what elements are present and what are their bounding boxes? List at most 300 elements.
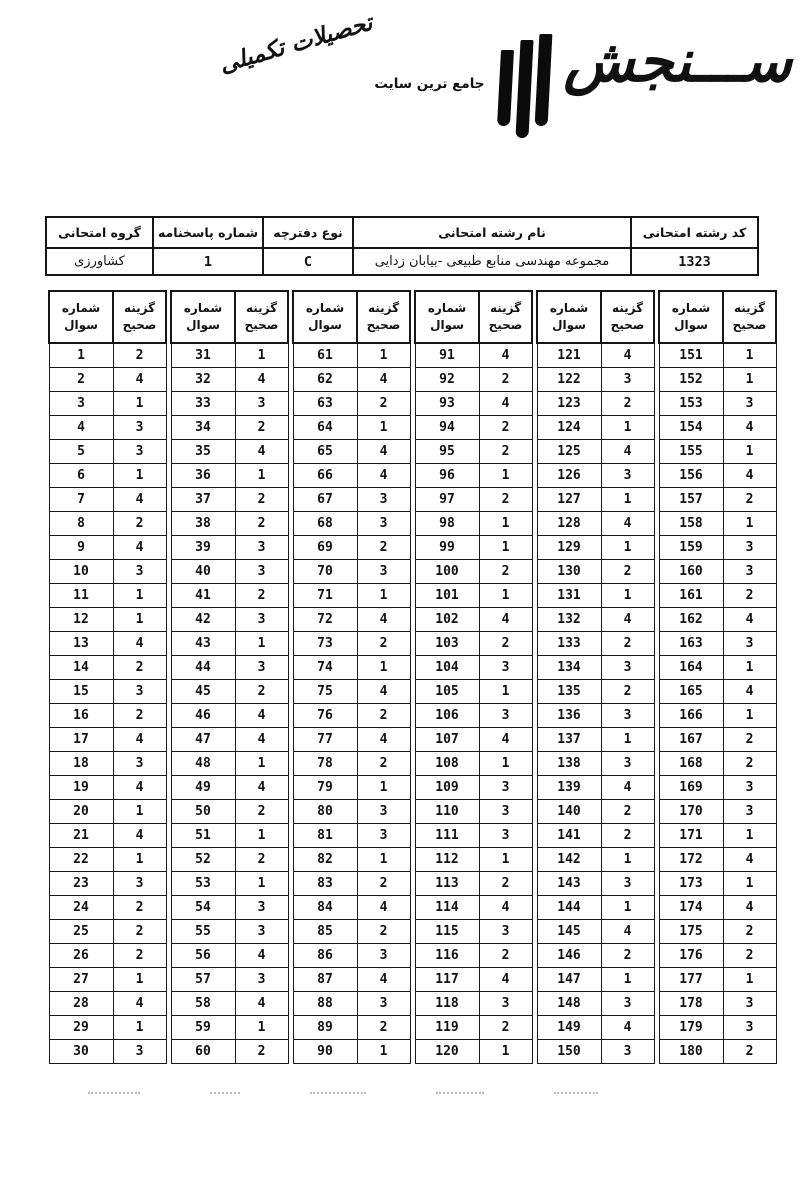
correct-option: 3 [601,992,654,1016]
question-number: 26 [49,944,113,968]
answer-row [293,632,410,656]
question-number: 111 [415,824,479,848]
question-number: 24 [49,896,113,920]
answer-row [659,560,776,584]
answer-row [171,1016,288,1040]
correct-option: 3 [479,992,532,1016]
question-number: 175 [659,920,723,944]
question-number: 51 [171,824,235,848]
question-number: 17 [49,728,113,752]
correct-option: 4 [723,416,776,440]
correct-option: 4 [113,824,166,848]
question-number: 68 [293,512,357,536]
correct-option: 3 [235,656,288,680]
answer-row [659,584,776,608]
answer-row [293,896,410,920]
question-number: 35 [171,440,235,464]
correct-option: 1 [357,1040,410,1064]
logo-brand: ســـنجش [563,27,792,95]
answer-row [49,584,166,608]
answer-row [49,440,166,464]
answer-block-31-60 [170,290,289,1064]
answer-row [293,440,410,464]
question-number: 138 [537,752,601,776]
answer-row [293,656,410,680]
answer-row [659,968,776,992]
answer-row [49,1040,166,1064]
question-number: 75 [293,680,357,704]
answer-row [293,752,410,776]
correct-option: 1 [723,968,776,992]
answer-row [49,872,166,896]
question-number: 114 [415,896,479,920]
question-number: 169 [659,776,723,800]
question-number: 161 [659,584,723,608]
correct-option: 2 [357,920,410,944]
answer-row [293,1040,410,1064]
answer-row [537,343,654,368]
question-number: 125 [537,440,601,464]
correct-option: 4 [479,968,532,992]
question-number: 105 [415,680,479,704]
correct-option: 1 [479,536,532,560]
correct-option: 2 [479,368,532,392]
info-value-field_name: مجموعه مهندسی منابع طبیعی -بیابان زدایی [353,248,631,275]
answer-row [415,608,532,632]
correct-option: 1 [479,1040,532,1064]
question-number: 164 [659,656,723,680]
answer-row [415,728,532,752]
correct-option: 4 [235,776,288,800]
correct-option: 1 [601,536,654,560]
info-value-field_code: 1323 [631,248,758,275]
correct-option: 3 [601,872,654,896]
question-number: 95 [415,440,479,464]
question-number: 38 [171,512,235,536]
correct-option: 1 [723,824,776,848]
correct-option: 3 [601,704,654,728]
correct-option: 1 [357,584,410,608]
question-number: 69 [293,536,357,560]
answer-row [537,392,654,416]
correct-option: 3 [113,752,166,776]
answer-row [171,1040,288,1064]
question-number: 170 [659,800,723,824]
question-number: 94 [415,416,479,440]
answer-row [49,992,166,1016]
answer-row [49,728,166,752]
correct-option: 2 [479,872,532,896]
question-number: 162 [659,608,723,632]
correct-option: 3 [235,560,288,584]
answer-row [49,800,166,824]
correct-option: 4 [601,440,654,464]
answer-row [537,776,654,800]
correct-option: 4 [113,728,166,752]
question-number: 76 [293,704,357,728]
answer-row [171,896,288,920]
question-number: 145 [537,920,601,944]
correct-option-header: گزینه صحیح [601,291,654,343]
question-number: 147 [537,968,601,992]
correct-option: 1 [601,848,654,872]
question-number: 22 [49,848,113,872]
correct-option: 2 [357,536,410,560]
correct-option: 1 [113,1016,166,1040]
correct-option: 1 [113,584,166,608]
correct-option: 1 [113,968,166,992]
correct-option: 4 [479,728,532,752]
answer-row [49,680,166,704]
correct-option: 3 [235,896,288,920]
question-number: 165 [659,680,723,704]
question-number: 142 [537,848,601,872]
correct-option-header: گزینه صحیح [357,291,410,343]
answer-row [659,392,776,416]
correct-option-header: گزینه صحیح [113,291,166,343]
answer-row [537,512,654,536]
question-number: 78 [293,752,357,776]
correct-option: 4 [601,343,654,368]
correct-option: 2 [723,1040,776,1064]
question-number: 97 [415,488,479,512]
question-number: 6 [49,464,113,488]
question-number: 12 [49,608,113,632]
correct-option: 4 [113,992,166,1016]
question-number: 66 [293,464,357,488]
correct-option: 1 [723,368,776,392]
answer-row [171,920,288,944]
correct-option: 1 [235,632,288,656]
answer-row [659,656,776,680]
answer-row [415,536,532,560]
correct-option: 1 [601,416,654,440]
answer-row [659,920,776,944]
answer-row [293,584,410,608]
answer-row [415,512,532,536]
correct-option: 4 [113,536,166,560]
correct-option: 3 [113,872,166,896]
correct-option: 1 [723,872,776,896]
question-number: 44 [171,656,235,680]
correct-option: 1 [357,656,410,680]
answer-row [659,368,776,392]
correct-option: 1 [601,488,654,512]
correct-option: 3 [723,992,776,1016]
answer-row [293,536,410,560]
question-number: 118 [415,992,479,1016]
question-number: 40 [171,560,235,584]
answer-row [659,1040,776,1064]
question-number: 117 [415,968,479,992]
correct-option: 3 [113,680,166,704]
answer-row [537,488,654,512]
correct-option: 1 [601,584,654,608]
question-number: 82 [293,848,357,872]
answer-row [293,464,410,488]
question-number: 2 [49,368,113,392]
answer-row [49,464,166,488]
question-number: 163 [659,632,723,656]
correct-option: 1 [723,343,776,368]
answer-block-151-180 [658,290,777,1064]
correct-option: 2 [235,512,288,536]
question-number: 23 [49,872,113,896]
answer-row [293,872,410,896]
correct-option: 3 [723,560,776,584]
question-number: 179 [659,1016,723,1040]
question-number: 115 [415,920,479,944]
answer-row [171,584,288,608]
correct-option: 2 [113,944,166,968]
correct-option: 1 [601,896,654,920]
correct-option: 2 [235,1040,288,1064]
answer-row [171,416,288,440]
answer-row [293,944,410,968]
sanjesh3-logo [203,8,792,124]
correct-option: 2 [357,632,410,656]
answer-row [171,752,288,776]
question-number: 123 [537,392,601,416]
correct-option: 4 [113,488,166,512]
question-number: 1 [49,343,113,368]
correct-option: 2 [113,704,166,728]
question-number: 62 [293,368,357,392]
answer-row [415,776,532,800]
question-number: 18 [49,752,113,776]
answer-row [415,800,532,824]
question-number: 177 [659,968,723,992]
answer-row [659,728,776,752]
correct-option: 2 [723,488,776,512]
answer-row [659,416,776,440]
answer-row [49,848,166,872]
correct-option: 2 [723,920,776,944]
question-number: 89 [293,1016,357,1040]
answer-row [415,752,532,776]
question-number: 43 [171,632,235,656]
question-number: 99 [415,536,479,560]
correct-option: 3 [357,824,410,848]
answer-row [171,872,288,896]
question-number: 83 [293,872,357,896]
answer-row [659,872,776,896]
answer-row [415,464,532,488]
answer-row [659,464,776,488]
question-number: 127 [537,488,601,512]
correct-option-header: گزینه صحیح [723,291,776,343]
info-value-answer_sheet_number: 1 [153,248,263,275]
question-number: 102 [415,608,479,632]
correct-option: 3 [357,800,410,824]
correct-option: 1 [113,464,166,488]
correct-option: 1 [723,440,776,464]
question-number: 135 [537,680,601,704]
question-number-header: شماره سوال [659,291,723,343]
correct-option: 2 [601,800,654,824]
answer-row [293,416,410,440]
question-number: 71 [293,584,357,608]
question-number: 49 [171,776,235,800]
answer-row [415,656,532,680]
question-number: 132 [537,608,601,632]
question-number: 87 [293,968,357,992]
answer-row [537,416,654,440]
correct-option: 2 [235,584,288,608]
answer-row [537,968,654,992]
answer-row [537,1016,654,1040]
answer-row [537,608,654,632]
answer-row [415,992,532,1016]
question-number: 9 [49,536,113,560]
correct-option: 3 [235,536,288,560]
answer-row [49,776,166,800]
question-number: 126 [537,464,601,488]
answer-row [49,512,166,536]
correct-option: 4 [479,343,532,368]
question-number: 172 [659,848,723,872]
answer-row [293,488,410,512]
answer-row [537,368,654,392]
correct-option: 4 [113,368,166,392]
answer-row [49,896,166,920]
question-number: 32 [171,368,235,392]
question-number: 141 [537,824,601,848]
correct-option: 4 [479,896,532,920]
correct-option: 1 [357,776,410,800]
info-label-field_name: نام رشته امتحانی [353,217,631,248]
answer-row [171,824,288,848]
correct-option: 1 [601,968,654,992]
correct-option: 4 [235,992,288,1016]
question-number-header: شماره سوال [537,291,601,343]
question-number: 85 [293,920,357,944]
question-number: 103 [415,632,479,656]
answer-row [49,560,166,584]
question-number: 157 [659,488,723,512]
correct-option: 3 [479,800,532,824]
answer-row [659,632,776,656]
answer-block-1-30 [48,290,167,1064]
correct-option: 1 [235,343,288,368]
info-label-exam_group: گروه امتحانی [46,217,153,248]
answer-row [415,824,532,848]
question-number: 93 [415,392,479,416]
correct-option: 2 [357,1016,410,1040]
answer-row [293,368,410,392]
question-number: 116 [415,944,479,968]
question-number: 73 [293,632,357,656]
correct-option: 1 [479,512,532,536]
correct-option: 4 [357,608,410,632]
question-number: 178 [659,992,723,1016]
answer-row [415,1040,532,1064]
question-number: 158 [659,512,723,536]
correct-option: 2 [723,728,776,752]
answer-row [49,1016,166,1040]
question-number: 80 [293,800,357,824]
correct-option: 3 [479,824,532,848]
question-number: 14 [49,656,113,680]
question-number-header: شماره سوال [415,291,479,343]
answer-row [49,656,166,680]
answer-row [537,920,654,944]
correct-option: 3 [357,992,410,1016]
answer-row [49,704,166,728]
question-number: 92 [415,368,479,392]
answer-block-121-150 [536,290,655,1064]
question-number: 55 [171,920,235,944]
question-number: 52 [171,848,235,872]
answer-row [171,632,288,656]
question-number: 84 [293,896,357,920]
question-number: 168 [659,752,723,776]
answer-row [415,680,532,704]
answer-row [537,464,654,488]
answer-row [659,824,776,848]
correct-option: 2 [723,944,776,968]
answer-row [415,632,532,656]
correct-option: 1 [235,824,288,848]
correct-option: 2 [479,1016,532,1040]
info-value-exam_group: کشاورزی [46,248,153,275]
question-number: 173 [659,872,723,896]
correct-option: 1 [479,680,532,704]
answer-row [537,632,654,656]
correct-option: 3 [479,776,532,800]
correct-option: 2 [113,343,166,368]
answer-blocks [48,290,777,1064]
question-number: 41 [171,584,235,608]
question-number: 30 [49,1040,113,1064]
question-number: 46 [171,704,235,728]
correct-option: 3 [723,632,776,656]
question-number: 153 [659,392,723,416]
correct-option: 3 [113,416,166,440]
answer-row [537,992,654,1016]
answer-row [49,824,166,848]
correct-option: 4 [723,680,776,704]
answer-row [537,440,654,464]
answer-row [537,800,654,824]
correct-option: 3 [601,656,654,680]
question-number: 180 [659,1040,723,1064]
correct-option: 1 [357,343,410,368]
correct-option: 3 [601,1040,654,1064]
question-number: 42 [171,608,235,632]
correct-option: 1 [601,728,654,752]
question-number: 122 [537,368,601,392]
answer-row [49,368,166,392]
answer-row [293,343,410,368]
correct-option: 1 [723,704,776,728]
answer-row [659,512,776,536]
logo-numeral-3-icon [499,34,550,138]
question-number: 110 [415,800,479,824]
answer-row [659,608,776,632]
answer-row [415,392,532,416]
correct-option: 3 [235,608,288,632]
question-number: 67 [293,488,357,512]
question-number: 34 [171,416,235,440]
answer-row [49,488,166,512]
correct-option: 3 [723,776,776,800]
answer-row [537,872,654,896]
answer-row [171,560,288,584]
answer-row [293,824,410,848]
answer-row [537,728,654,752]
answer-row [415,560,532,584]
